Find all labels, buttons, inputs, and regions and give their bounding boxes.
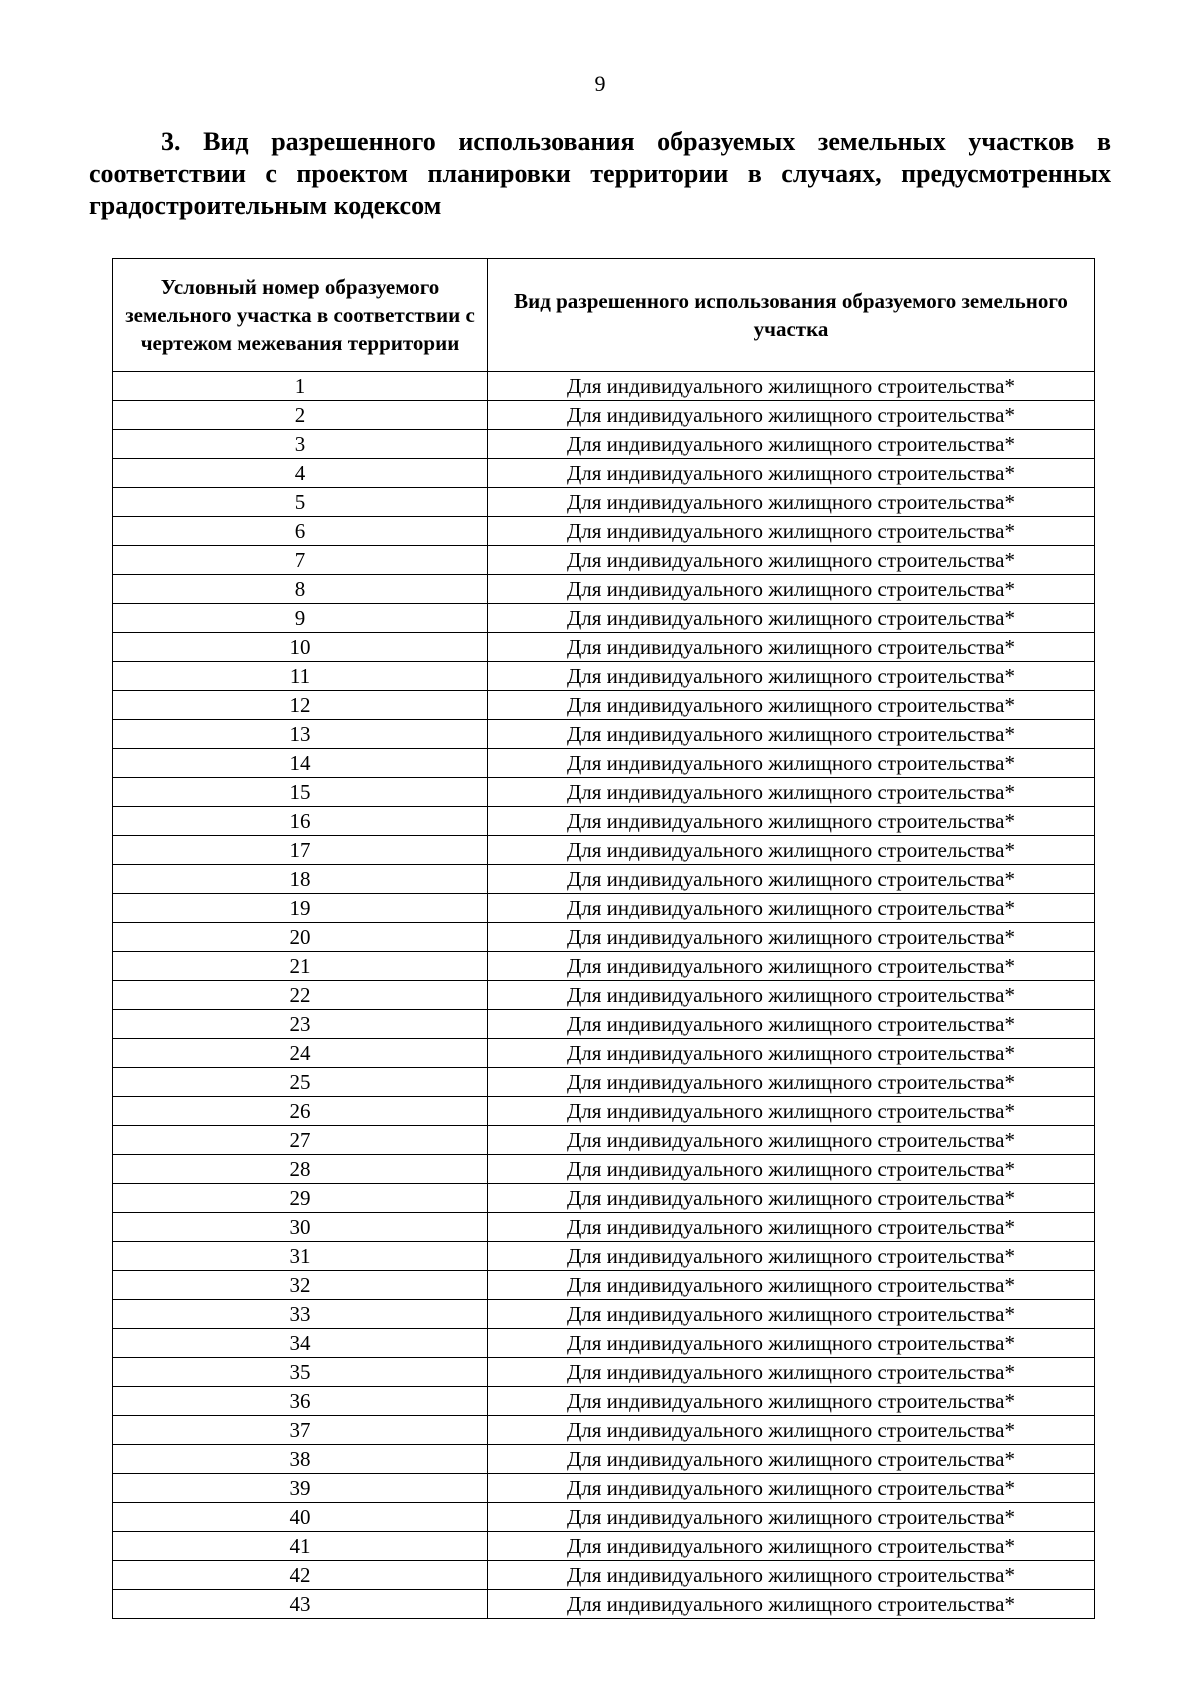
permitted-use-cell: Для индивидуального жилищного строительства*: [488, 1271, 1095, 1300]
permitted-use-cell: Для индивидуального жилищного строительства*: [488, 1213, 1095, 1242]
plot-number-cell: 2: [113, 401, 488, 430]
table-row: [113, 1387, 1095, 1416]
table-header: [113, 259, 1095, 372]
table-row: [113, 633, 1095, 662]
permitted-use-cell: Для индивидуального жилищного строительства*: [488, 430, 1095, 459]
table-row: [113, 691, 1095, 720]
plot-number-cell: 38: [113, 1445, 488, 1474]
plot-number-cell: 8: [113, 575, 488, 604]
table-row: [113, 1532, 1095, 1561]
plot-number-cell: 26: [113, 1097, 488, 1126]
plot-number-cell: 17: [113, 836, 488, 865]
plot-number-cell: 21: [113, 952, 488, 981]
plot-number-cell: 6: [113, 517, 488, 546]
plot-number-cell: 18: [113, 865, 488, 894]
table-row: [113, 1213, 1095, 1242]
table-row: [113, 546, 1095, 575]
table-row: [113, 865, 1095, 894]
section-heading: 3. Вид разрешенного использования образуемых земельных участков в соответствии с проектом планировки территории в случаях, предусмотренных градостроительным кодексом: [89, 127, 1111, 220]
permitted-use-cell: Для индивидуального жилищного строительства*: [488, 1329, 1095, 1358]
table-row: [113, 894, 1095, 923]
table-row: [113, 1097, 1095, 1126]
table-row: [113, 1039, 1095, 1068]
plot-number-cell: 32: [113, 1271, 488, 1300]
table-row: [113, 401, 1095, 430]
plot-number-cell: 37: [113, 1416, 488, 1445]
permitted-use-cell: Для индивидуального жилищного строительства*: [488, 1503, 1095, 1532]
permitted-use-cell: Для индивидуального жилищного строительства*: [488, 546, 1095, 575]
table-row: [113, 836, 1095, 865]
plot-number-cell: 5: [113, 488, 488, 517]
permitted-use-cell: Для индивидуального жилищного строительства*: [488, 1184, 1095, 1213]
permitted-use-cell: Для индивидуального жилищного строительства*: [488, 923, 1095, 952]
plot-number-cell: 41: [113, 1532, 488, 1561]
table-row: [113, 1126, 1095, 1155]
plot-number-cell: 24: [113, 1039, 488, 1068]
table-row: [113, 1503, 1095, 1532]
table-row: [113, 807, 1095, 836]
plot-number-cell: 33: [113, 1300, 488, 1329]
table-row: [113, 430, 1095, 459]
permitted-use-cell: Для индивидуального жилищного строительства*: [488, 1532, 1095, 1561]
plot-number-cell: 28: [113, 1155, 488, 1184]
permitted-use-cell: Для индивидуального жилищного строительства*: [488, 1097, 1095, 1126]
table-row: [113, 720, 1095, 749]
plot-number-cell: 22: [113, 981, 488, 1010]
permitted-use-cell: Для индивидуального жилищного строительства*: [488, 1416, 1095, 1445]
table-row: [113, 1329, 1095, 1358]
page-number: 9: [594, 71, 606, 96]
plot-number-cell: 31: [113, 1242, 488, 1271]
plot-number-cell: 3: [113, 430, 488, 459]
plot-number-cell: 30: [113, 1213, 488, 1242]
table-row: [113, 1184, 1095, 1213]
plot-number-cell: 10: [113, 633, 488, 662]
table-row: [113, 952, 1095, 981]
plot-number-cell: 25: [113, 1068, 488, 1097]
table-row: [113, 749, 1095, 778]
table-row: [113, 662, 1095, 691]
plot-number-cell: 11: [113, 662, 488, 691]
permitted-use-cell: Для индивидуального жилищного строительства*: [488, 488, 1095, 517]
permitted-use-cell: Для индивидуального жилищного строительства*: [488, 720, 1095, 749]
table-row: [113, 1445, 1095, 1474]
permitted-use-cell: Для индивидуального жилищного строительства*: [488, 662, 1095, 691]
table-row: [113, 1590, 1095, 1619]
permitted-use-cell: Для индивидуального жилищного строительства*: [488, 1039, 1095, 1068]
table-row: [113, 604, 1095, 633]
plot-number-cell: 20: [113, 923, 488, 952]
table-row: [113, 778, 1095, 807]
plot-number-cell: 1: [113, 372, 488, 401]
table-row: [113, 1358, 1095, 1387]
permitted-use-cell: Для индивидуального жилищного строительства*: [488, 1561, 1095, 1590]
permitted-use-cell: Для индивидуального жилищного строительства*: [488, 691, 1095, 720]
table-row: [113, 488, 1095, 517]
plot-number-cell: 29: [113, 1184, 488, 1213]
permitted-use-cell: Для индивидуального жилищного строительства*: [488, 807, 1095, 836]
plot-number-cell: 36: [113, 1387, 488, 1416]
permitted-use-cell: Для индивидуального жилищного строительства*: [488, 749, 1095, 778]
permitted-use-cell: Для индивидуального жилищного строительства*: [488, 1474, 1095, 1503]
table-row: [113, 923, 1095, 952]
permitted-use-cell: Для индивидуального жилищного строительства*: [488, 1126, 1095, 1155]
table-row: [113, 1416, 1095, 1445]
plot-number-cell: 39: [113, 1474, 488, 1503]
permitted-use-cell: Для индивидуального жилищного строительства*: [488, 1010, 1095, 1039]
permitted-use-cell: Для индивидуального жилищного строительства*: [488, 517, 1095, 546]
table-row: [113, 1561, 1095, 1590]
permitted-use-cell: Для индивидуального жилищного строительства*: [488, 865, 1095, 894]
plot-number-cell: 4: [113, 459, 488, 488]
table-row: [113, 575, 1095, 604]
permitted-use-cell: Для индивидуального жилищного строительства*: [488, 459, 1095, 488]
permitted-use-cell: Для индивидуального жилищного строительства*: [488, 1242, 1095, 1271]
permitted-use-cell: Для индивидуального жилищного строительства*: [488, 575, 1095, 604]
plot-number-cell: 27: [113, 1126, 488, 1155]
permitted-use-cell: Для индивидуального жилищного строительства*: [488, 952, 1095, 981]
permitted-use-cell: Для индивидуального жилищного строительства*: [488, 1358, 1095, 1387]
permitted-use-cell: Для индивидуального жилищного строительства*: [488, 1387, 1095, 1416]
table-row: [113, 1271, 1095, 1300]
table-row: [113, 459, 1095, 488]
table-body: [113, 372, 1095, 1619]
header-permitted-use: Вид разрешенного использования образуемого земельного участка: [488, 259, 1095, 372]
plot-number-cell: 12: [113, 691, 488, 720]
permitted-use-cell: Для индивидуального жилищного строительства*: [488, 604, 1095, 633]
table-row: [113, 1010, 1095, 1039]
plot-number-cell: 7: [113, 546, 488, 575]
permitted-use-cell: Для индивидуального жилищного строительства*: [488, 1155, 1095, 1184]
plot-number-cell: 23: [113, 1010, 488, 1039]
header-plot-number: Условный номер образуемого земельного участка в соответствии с чертежом межевания территории: [113, 259, 488, 372]
permitted-use-cell: Для индивидуального жилищного строительства*: [488, 401, 1095, 430]
land-use-table: [112, 258, 1095, 1619]
plot-number-cell: 9: [113, 604, 488, 633]
plot-number-cell: 19: [113, 894, 488, 923]
table-row: [113, 1068, 1095, 1097]
permitted-use-cell: Для индивидуального жилищного строительства*: [488, 1300, 1095, 1329]
permitted-use-cell: Для индивидуального жилищного строительства*: [488, 633, 1095, 662]
permitted-use-cell: Для индивидуального жилищного строительства*: [488, 981, 1095, 1010]
permitted-use-cell: Для индивидуального жилищного строительства*: [488, 836, 1095, 865]
header-row: [113, 259, 1095, 372]
plot-number-cell: 15: [113, 778, 488, 807]
permitted-use-cell: Для индивидуального жилищного строительства*: [488, 1445, 1095, 1474]
table-row: [113, 1155, 1095, 1184]
permitted-use-cell: Для индивидуального жилищного строительства*: [488, 1590, 1095, 1619]
table-row: [113, 1474, 1095, 1503]
table-row: [113, 981, 1095, 1010]
table-row: [113, 1242, 1095, 1271]
permitted-use-cell: Для индивидуального жилищного строительства*: [488, 894, 1095, 923]
permitted-use-cell: Для индивидуального жилищного строительства*: [488, 372, 1095, 401]
plot-number-cell: 43: [113, 1590, 488, 1619]
plot-number-cell: 35: [113, 1358, 488, 1387]
table-row: [113, 372, 1095, 401]
table-row: [113, 517, 1095, 546]
permitted-use-cell: Для индивидуального жилищного строительства*: [488, 778, 1095, 807]
table-row: [113, 1300, 1095, 1329]
plot-number-cell: 14: [113, 749, 488, 778]
plot-number-cell: 16: [113, 807, 488, 836]
permitted-use-cell: Для индивидуального жилищного строительства*: [488, 1068, 1095, 1097]
plot-number-cell: 42: [113, 1561, 488, 1590]
plot-number-cell: 34: [113, 1329, 488, 1358]
plot-number-cell: 40: [113, 1503, 488, 1532]
plot-number-cell: 13: [113, 720, 488, 749]
